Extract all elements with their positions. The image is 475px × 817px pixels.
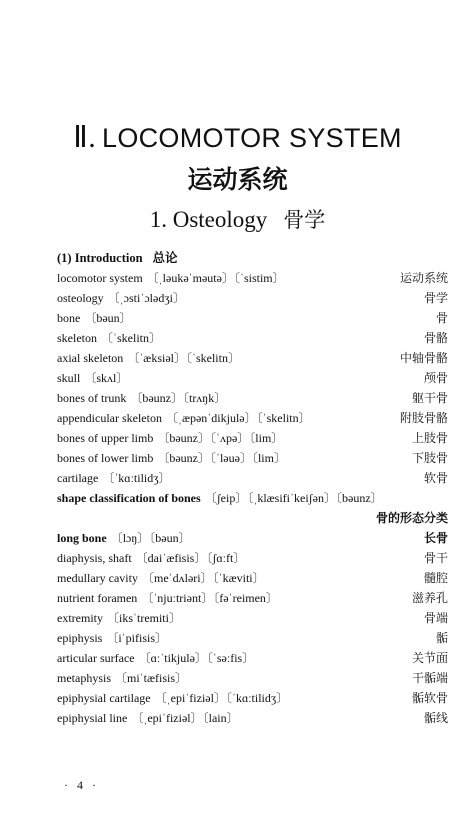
entry-english: [57, 408, 311, 428]
entry-term: extremity: [57, 611, 103, 625]
entry-pronunciation: 〔bəunz〕〔trʌŋk〕: [130, 391, 227, 405]
glossary-entry: [57, 348, 448, 368]
entry-chinese: 干骺端: [411, 671, 448, 685]
entry-english: [57, 428, 283, 448]
subsection-title-chinese: 总论: [152, 250, 178, 265]
entry-term: bones of lower limb: [57, 451, 154, 465]
entry-english: [57, 348, 240, 368]
entry-term: osteology: [57, 291, 104, 305]
entry-chinese: 关节面: [411, 651, 448, 665]
entry-term: axial skeleton: [57, 351, 124, 365]
entry-term: appendicular skeleton: [57, 411, 162, 425]
entry-english: [57, 388, 226, 408]
entry-chinese: 附肢骨骼: [399, 411, 448, 425]
entry-term: cartilage: [57, 471, 99, 485]
glossary-entry: [57, 568, 448, 588]
entry-english: [57, 568, 265, 588]
glossary-entry: [57, 608, 448, 628]
chapter-title: [0, 120, 475, 155]
glossary-entry: [57, 388, 448, 408]
entry-pronunciation: 〔ˌæpənˈdikjulə〕〔ˈskelitn〕: [165, 411, 311, 425]
entry-pronunciation: 〔ˌləukəˈməutə〕〔ˈsistim〕: [146, 271, 285, 285]
entry-pronunciation: 〔lɔŋ〕〔bəun〕: [110, 531, 191, 545]
entry-pronunciation: 〔bəunz〕〔ˈləuə〕〔lim〕: [157, 451, 286, 465]
entry-chinese: 滋养孔: [411, 591, 448, 605]
glossary-entry: [57, 288, 448, 308]
entry-english: [57, 548, 245, 568]
glossary-entry: [57, 408, 448, 428]
entry-english: [57, 328, 161, 348]
entry-pronunciation: 〔ˈskelitn〕: [101, 331, 161, 345]
entry-pronunciation: 〔iˈpifisis〕: [106, 631, 168, 645]
entry-pronunciation: 〔ˈæksiəl〕〔ˈskelitn〕: [127, 351, 240, 365]
entry-pronunciation: 〔ɑːˈtikjulə〕〔ˈsəːfis〕: [138, 651, 255, 665]
glossary-entry: [57, 508, 448, 528]
entry-pronunciation: 〔meˈdʌləri〕〔ˈkæviti〕: [141, 571, 265, 585]
glossary-entry: [57, 648, 448, 668]
entry-english: [57, 628, 167, 648]
entry-chinese: 运动系统: [399, 271, 448, 285]
glossary-entry: [57, 268, 448, 288]
entry-term: diaphysis, shaft: [57, 551, 132, 565]
chapter-title-chinese: 运动系统: [187, 165, 288, 194]
entry-term: skeleton: [57, 331, 97, 345]
entry-english: [57, 588, 278, 608]
entry-english: [57, 488, 383, 508]
entry-chinese: 上肢骨: [411, 431, 448, 445]
entry-pronunciation: 〔ʃeip〕〔ˌklæsifiˈkeiʃən〕〔bəunz〕: [204, 491, 383, 505]
entry-pronunciation: 〔ˈnjuːtriənt〕〔fəˈreimen〕: [141, 591, 278, 605]
entry-term: medullary cavity: [57, 571, 138, 585]
glossary-entry: [57, 548, 448, 568]
entry-pronunciation: 〔daiˈæfisis〕〔ʃɑːft〕: [135, 551, 246, 565]
chapter-title-text: LOCOMOTOR SYSTEM: [102, 123, 402, 153]
subsection-title: (1) Introduction: [57, 251, 143, 265]
entry-chinese: 软骨: [423, 471, 448, 485]
page-number: · 4 ·: [64, 778, 99, 792]
entry-chinese: 髓腔: [423, 571, 448, 585]
glossary-entry: [57, 328, 448, 348]
entry-chinese: 躯干骨: [411, 391, 448, 405]
glossary-entry: [57, 368, 448, 388]
entry-term: bone: [57, 311, 81, 325]
glossary-list: [57, 268, 448, 728]
entry-english: [57, 688, 288, 708]
entry-pronunciation: 〔skʌl〕: [84, 371, 129, 385]
entry-english: [57, 308, 132, 328]
entry-term: epiphysis: [57, 631, 103, 645]
entry-term: skull: [57, 371, 81, 385]
entry-chinese: 骺软骨: [411, 691, 448, 705]
entry-pronunciation: 〔bəunz〕〔ˈʌpə〕〔lim〕: [157, 431, 284, 445]
glossary-entry: [57, 628, 448, 648]
entry-term: locomotor system: [57, 271, 143, 285]
entry-chinese: 下肢骨: [411, 451, 448, 465]
glossary-entry: [57, 688, 448, 708]
entry-english: [57, 268, 285, 288]
entry-english: [57, 288, 185, 308]
glossary-entry: [57, 428, 448, 448]
glossary-entry: [57, 488, 448, 508]
entry-pronunciation: 〔ˌɔstiˈɔlədʒi〕: [107, 291, 185, 305]
entry-term: long bone: [57, 531, 107, 545]
entry-chinese: 中轴骨骼: [399, 351, 448, 365]
entry-english: [57, 608, 181, 628]
entry-pronunciation: 〔miˈtæfisis〕: [115, 671, 188, 685]
glossary-entry: [57, 588, 448, 608]
entry-term: articular surface: [57, 651, 135, 665]
entry-english: [57, 668, 187, 688]
entry-chinese: 骺线: [423, 711, 448, 725]
entry-english: [57, 528, 191, 548]
entry-pronunciation: 〔ˌepiˈfiziəl〕〔lain〕: [131, 711, 239, 725]
entry-english: [57, 468, 171, 488]
entry-chinese: 骨干: [423, 551, 448, 565]
entry-chinese: 骨的形态分类: [375, 511, 448, 525]
entry-term: epiphysial cartilage: [57, 691, 151, 705]
entry-pronunciation: 〔ˈkɑːtilidʒ〕: [102, 471, 171, 485]
glossary-entry: [57, 668, 448, 688]
entry-pronunciation: 〔iksˈtremiti〕: [106, 611, 181, 625]
entry-term: epiphysial line: [57, 711, 128, 725]
entry-chinese: 骨学: [423, 291, 448, 305]
glossary-entry: [57, 308, 448, 328]
glossary-entry: [57, 528, 448, 548]
entry-english: [57, 648, 254, 668]
entry-chinese: 骨骼: [423, 331, 448, 345]
entry-chinese: 骺: [435, 631, 448, 645]
section-title-chinese: 骨学: [283, 208, 326, 232]
subsection-heading: [57, 248, 178, 266]
entry-pronunciation: 〔bəun〕: [84, 311, 132, 325]
entry-chinese: 骨: [435, 311, 448, 325]
entry-term: bones of upper limb: [57, 431, 154, 445]
entry-chinese: 长骨: [423, 531, 448, 545]
entry-english: [57, 368, 128, 388]
section-title-text: 1. Osteology: [149, 207, 268, 232]
entry-chinese: 颅骨: [423, 371, 448, 385]
glossary-entry: [57, 448, 448, 468]
entry-term: nutrient foramen: [57, 591, 138, 605]
entry-term: shape classification of bones: [57, 491, 201, 505]
entry-english: [57, 448, 286, 468]
glossary-entry: [57, 468, 448, 488]
entry-term: bones of trunk: [57, 391, 127, 405]
glossary-entry: [57, 708, 448, 728]
entry-chinese: 骨端: [423, 611, 448, 625]
entry-english: [57, 708, 239, 728]
entry-term: metaphysis: [57, 671, 111, 685]
chapter-roman-numeral: Ⅱ.: [73, 121, 97, 154]
section-title: [0, 204, 475, 234]
entry-pronunciation: 〔ˌepiˈfiziəl〕〔ˈkɑːtilidʒ〕: [154, 691, 289, 705]
